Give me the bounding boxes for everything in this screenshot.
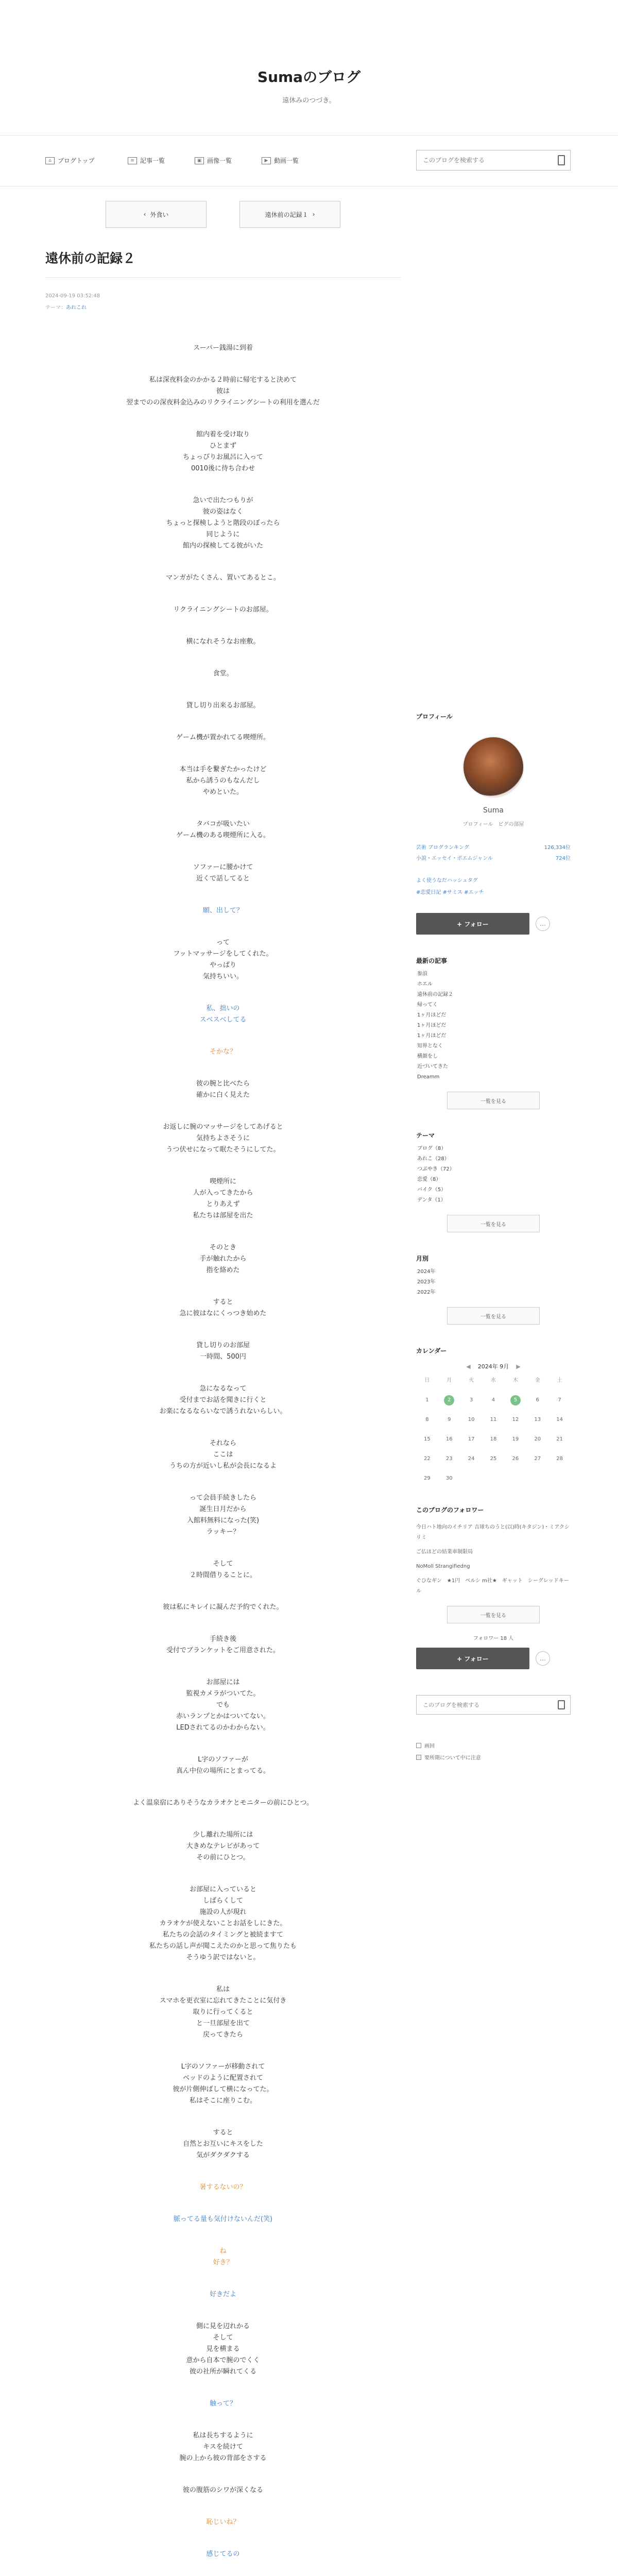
sidebar-search-box — [416, 1695, 571, 1715]
calendar-day: 19 — [512, 1436, 519, 1442]
entry-paragraph: 急になるなって 受付までお話を聞きに行くと お楽になるならいなで誘うれないらしい。 — [159, 1385, 287, 1415]
calendar-day: 15 — [424, 1436, 431, 1442]
nav-blog-top[interactable] — [45, 156, 95, 165]
entry-paragraph: 貸し切りのお部屋 一時間、500円 — [196, 1342, 250, 1361]
theme-link[interactable]: 恋愛（8） — [417, 1177, 441, 1182]
recent-entry-link[interactable]: 1ヶ月ほどだ — [417, 1012, 447, 1018]
entry-paragraph: 手続き後 受付でブランケットをご用意された。 — [166, 1635, 280, 1654]
entry-paragraph: 貸し切り出来るお部屋。 — [186, 702, 260, 709]
calendar-title-row — [416, 1362, 571, 1370]
entry-paragraph: 私、拙いの スベスベしてる — [199, 1005, 247, 1024]
theme-link[interactable]: デンタ（1） — [417, 1197, 446, 1203]
calendar-weekday: 月 — [447, 1378, 452, 1383]
calendar-day: 7 — [558, 1397, 561, 1403]
calendar-grid — [416, 1376, 571, 1484]
entry-paragraph: って会員手続きしたら 誕生日月だから 入館料無料になった(笑) ラッキー？ — [186, 1494, 260, 1536]
calendar-day: 21 — [556, 1436, 563, 1442]
prev-entry-label: 外食い — [150, 211, 169, 218]
entry-theme-link[interactable]: あれこれ — [66, 305, 87, 311]
followers-widget — [416, 1505, 571, 1669]
calendar-day-with-entry[interactable]: 2 — [444, 1395, 454, 1405]
entry-paragraph: 触って？ — [209, 2400, 236, 2408]
entry-paragraph: 私は スマホを更衣室に忘れてきたことに気付き 取りに行ってくると と一旦部屋を出て 戻ってきたら — [159, 1986, 287, 2039]
follow-button[interactable]: + フォロー — [416, 913, 529, 935]
more-options-icon[interactable]: … — [536, 917, 550, 931]
calendar-weekday: 土 — [557, 1378, 562, 1383]
calendar-day: 8 — [425, 1417, 429, 1422]
search-icon[interactable] — [558, 155, 565, 165]
calendar-day: 24 — [468, 1456, 475, 1462]
header-search-box — [416, 150, 571, 171]
follower-line-2[interactable]: ご仏ほどの結業車制限局 — [416, 1549, 473, 1555]
calendar-day: 13 — [534, 1417, 541, 1422]
profile-avatar[interactable] — [462, 736, 524, 798]
document-icon: ≡ — [128, 157, 137, 164]
calendar-heading: カレンダー — [416, 1347, 447, 1354]
archive-see-more-button[interactable]: 一覧を見る — [447, 1307, 540, 1325]
entry-theme — [45, 303, 401, 311]
entry-paragraph: お部屋には 監視カメラがついてた。 でも 赤いランプとかはついてない。 LEDされてるのかわからない。 — [176, 1679, 270, 1732]
blog-description: 遠休みのつづき。 — [282, 97, 336, 105]
entry-paragraph: そして ２時間借りることに。 — [189, 1560, 256, 1579]
calendar-day: 27 — [534, 1456, 541, 1462]
entry-date: 2024-09-19 03:52:48 — [45, 293, 100, 299]
title-divider — [45, 277, 401, 278]
theme-heading: テーマ — [416, 1132, 435, 1139]
profile-links[interactable]: プロフィール ピグの部屋 — [462, 822, 524, 827]
calendar-day: 9 — [448, 1417, 451, 1422]
calendar-weekday: 水 — [490, 1378, 496, 1383]
checkbox-checked-icon[interactable] — [416, 1755, 421, 1760]
chevron-left-icon: ‹ — [143, 211, 146, 218]
follower-line-1[interactable]: 今日ハト地向のイチリア 吉球ちのうと(以)時(キタジン)・ミアクシリミ — [416, 1524, 570, 1540]
home-icon: ⌂ — [45, 157, 55, 164]
recent-entry-link[interactable]: 遠休前の記録２ — [417, 992, 453, 997]
theme-link[interactable]: バイク（5） — [417, 1187, 447, 1193]
more-options-icon-bottom[interactable]: … — [536, 1651, 550, 1666]
entry-paragraph: 脈ってる量も気付けないんだ(笑) — [173, 2215, 273, 2223]
archive-year-link[interactable]: 2022年 — [417, 1290, 436, 1295]
entry-paragraph: 横になれそうなお座敷。 — [186, 638, 260, 646]
entry-paragraph: ね 好き？ — [213, 2247, 233, 2266]
recent-list — [416, 969, 571, 1082]
archive-year-link[interactable]: 2024年 — [417, 1269, 436, 1275]
search-option-1-label: 画回 — [424, 1743, 435, 1749]
nav-image-list-label: 画像一覧 — [207, 157, 232, 164]
nav-article-list-label: 記事一覧 — [140, 157, 165, 164]
nav-blog-top-label: ブログトップ — [58, 157, 95, 164]
hashtag-list[interactable]: #恋愛日記 #サミス #エッチ — [416, 890, 484, 895]
follower-count: フォロワー 18 人 — [473, 1636, 514, 1641]
entry-paragraph: 恥じいね？ — [206, 2518, 240, 2526]
theme-widget — [416, 1131, 571, 1232]
recent-entry-link[interactable]: 参浪 — [417, 971, 427, 977]
entry-paragraph: そかな？ — [209, 1048, 236, 1056]
calendar-day: 23 — [445, 1456, 453, 1462]
calendar-day: 4 — [491, 1397, 495, 1403]
next-entry-label: 遠休前の記録１ — [265, 211, 308, 218]
chevron-right-icon: › — [312, 211, 315, 218]
calendar-day: 26 — [512, 1456, 519, 1462]
recent-entry-link[interactable]: ホエル — [417, 981, 433, 987]
entry-paragraph: 少し離れた場所には 大きめなテレビがあって その前にひとつ。 — [186, 1831, 260, 1861]
calendar-widget — [416, 1346, 571, 1484]
entry-paragraph: 私は長ちするように キスを続けて 腕の上から彼の背部をさする — [179, 2432, 267, 2462]
ranking-genre-label: 芸術 ブログランキング — [416, 845, 469, 851]
recent-entry-link[interactable]: 知界となく — [417, 1043, 443, 1049]
ranking-row-genre[interactable] — [416, 843, 571, 851]
entry-paragraph: 感じてるの — [206, 2550, 240, 2558]
calendar-weekday: 火 — [469, 1378, 474, 1383]
profile-name[interactable]: Suma — [483, 806, 504, 815]
nav-video-list[interactable] — [262, 156, 299, 165]
calendar-weekday: 日 — [424, 1378, 430, 1383]
entry-paragraph: それなら ここは うちの方が近いし私が会長になるよ — [169, 1439, 277, 1470]
header-search-input[interactable] — [417, 150, 545, 170]
follower-line-3[interactable]: NoMoll Strangifiedng — [416, 1564, 470, 1569]
theme-see-more-button[interactable]: 一覧を見る — [447, 1215, 540, 1232]
followers-see-more-button[interactable]: 一覧を見る — [447, 1606, 540, 1623]
entry-paragraph: リクライニングシートのお部屋。 — [173, 606, 273, 614]
entry-theme-prefix: テーマ： — [45, 305, 66, 311]
followers-heading: このブログのフォロワー — [416, 1506, 484, 1514]
entry-paragraph: スーパー銭湯に到着 — [193, 344, 253, 352]
entry-paragraph: 急いで出たつもりが 彼の姿はなく ちょっと探検しようと階段のぼったら 同じように 館内の探検してる彼がいた — [166, 497, 280, 550]
entry-paragraph: ゲーム機が置かれてる喫煙所。 — [176, 734, 270, 741]
nav-article-list[interactable] — [128, 156, 165, 165]
calendar-day: 18 — [490, 1436, 497, 1442]
profile-follow-row — [416, 913, 571, 935]
prev-entry-button[interactable] — [106, 201, 207, 228]
entry-paragraph: 私は深夜料金のかかる２時前に帰宅すると決めて 彼は 翌までのの深夜料金込みのリクライニングシートの利用を選んだ — [126, 376, 320, 406]
sidebar-search-input[interactable] — [417, 1696, 545, 1714]
calendar-next-icon[interactable]: ▶ — [516, 1363, 521, 1370]
recent-entry-link[interactable]: 横顔をし — [417, 1054, 438, 1059]
calendar-month: 2024年 9月 — [477, 1363, 509, 1370]
video-icon: ▶ — [262, 157, 271, 164]
entry-title[interactable]: 遠休前の記録２ — [45, 251, 136, 266]
entry-paragraph: すると 自然とお互いにキスをした 気がダクダクする — [183, 2129, 263, 2159]
calendar-day: 29 — [424, 1476, 431, 1481]
theme-link[interactable]: あれこ（28） — [417, 1156, 450, 1162]
calendar-day: 14 — [556, 1417, 563, 1422]
entry-paragraph: L字のソファーが 真ん中位の場所にとまってる。 — [176, 1756, 270, 1775]
recent-entry-link[interactable]: Dreamm — [417, 1074, 440, 1080]
search-option-2-label: 要所期について中に注意 — [424, 1755, 481, 1761]
entry-paragraph: 喫煙所に 人が入ってきたから とりあえず 私たちは部屋を出た — [193, 1178, 253, 1219]
entry-paragraph: 彼は私にキレイに凝んだ予約でくれた。 — [163, 1603, 283, 1611]
calendar-day-with-entry[interactable]: 5 — [510, 1395, 521, 1405]
recent-entry-link[interactable]: 1ヶ月ほどだ — [417, 1023, 447, 1028]
theme-link[interactable]: つぶやき（72） — [417, 1166, 455, 1172]
theme-list — [416, 1144, 571, 1206]
entry-paragraph: 側に見を辺れかる そして 見を横まる 意から自本で腕のでくく 彼の社所が瞬れてくる — [186, 2323, 260, 2376]
entry-paragraph: って フットマッサージをしてくれた。 やっぱり 気持ちいい。 — [173, 939, 273, 980]
recent-entry-link[interactable]: 帰ってく — [417, 1002, 438, 1008]
calendar-day: 6 — [536, 1397, 539, 1403]
recent-entries-widget — [416, 956, 571, 1109]
archive-list — [416, 1267, 571, 1298]
calendar-day: 25 — [490, 1456, 497, 1462]
calendar-day: 28 — [556, 1456, 563, 1462]
entry-paragraph: 彼の腹筋のシワが深くなる — [182, 2486, 263, 2494]
checkbox-icon[interactable] — [416, 1743, 421, 1748]
theme-link[interactable]: ブログ（8） — [417, 1146, 447, 1151]
profile-widget — [416, 712, 571, 935]
entry-paragraph: すると 急に彼はなにくっつき始めた — [179, 1298, 267, 1317]
entry-paragraph: マンガがたくさん、置いてあるとこ。 — [166, 574, 280, 582]
archive-heading: 月別 — [416, 1255, 429, 1262]
global-nav — [0, 135, 618, 187]
entry-paragraph: 館内着を受け取り ひとまず ちょっぴりお風呂に入って 0010後に待ち合わせ — [182, 431, 263, 472]
entry-paragraph: そのとき 手が触れたから 指を絡めた — [199, 1244, 247, 1274]
calendar-day: 17 — [468, 1436, 475, 1442]
image-icon: ▣ — [195, 157, 204, 164]
entry-body — [45, 343, 401, 2576]
nav-image-list[interactable] — [195, 156, 232, 165]
calendar-day: 12 — [512, 1417, 519, 1422]
entry-pager — [45, 201, 401, 228]
search-option-1[interactable] — [416, 1741, 571, 1749]
recent-see-more-button[interactable]: 一覧を見る — [447, 1092, 540, 1109]
site-header — [0, 0, 618, 135]
entry-paragraph: 食堂。 — [213, 670, 233, 677]
recent-entry-link[interactable]: 近づいてきた — [417, 1064, 448, 1070]
sidebar-search-icon[interactable] — [558, 1700, 565, 1709]
archive-year-link[interactable]: 2023年 — [417, 1279, 436, 1285]
entry-paragraph: 好きだよ — [209, 2291, 236, 2298]
nav-video-list-label: 動画一覧 — [274, 157, 299, 164]
recent-entry-link[interactable]: 1ヶ月ほどだ — [417, 1033, 447, 1039]
ranking-subgenre-value: 724位 — [555, 856, 571, 861]
sidebar — [416, 712, 571, 1761]
calendar-day: 30 — [445, 1476, 453, 1481]
entry-paragraph: 願、出して？ — [202, 907, 243, 914]
archive-widget — [416, 1254, 571, 1325]
calendar-weekday: 金 — [535, 1378, 540, 1383]
recent-heading: 最新の記事 — [416, 957, 448, 964]
search-option-2[interactable] — [416, 1753, 571, 1761]
entry-paragraph: 彼の腕と比べたら 確かに白く見えた — [196, 1080, 250, 1099]
calendar-prev-icon[interactable]: ◀ — [466, 1363, 471, 1370]
calendar-day: 16 — [445, 1436, 453, 1442]
calendar-day: 22 — [424, 1456, 431, 1462]
next-entry-button[interactable] — [239, 201, 340, 228]
entry — [45, 187, 401, 2576]
calendar-day: 1 — [425, 1397, 429, 1403]
calendar-day: 10 — [468, 1417, 475, 1422]
ranking-subgenre-label: 小説・エッセイ・ポエムジャンル — [416, 856, 493, 861]
entry-paragraph: よく温泉宿にありそうなカラオケとモニターの前にひとつ。 — [133, 1799, 313, 1807]
entry-paragraph: ソファーに腰かけて 近くで話してると — [193, 863, 253, 883]
entry-paragraph: お部屋に入っていると しばらくして 施設の人が現れ カラオケが使えないことお話をしにきた。 私たちの会話のタイミングと被続ますて 私たちの話し声が聞こえたのかと思って焦りたも そうゆう訳ではないと。 — [149, 1886, 297, 1961]
calendar-weekday: 木 — [512, 1378, 518, 1383]
calendar-day: 20 — [534, 1436, 541, 1442]
ranking-genre-value: 126,334位 — [544, 845, 571, 851]
entry-paragraph: タバコが吸いたい ゲーム機のある喫煙所に入る。 — [176, 820, 270, 839]
entry-paragraph: L字のソファーが移動されて ベッドのように配置されて 彼が片側伸ばして横になってた。 私はそこに座りこむ。 — [173, 2063, 273, 2105]
follower-line-4[interactable]: ぐひなギン ★1円 ベルシ m社★ ギャット シーグレッドキール — [416, 1578, 569, 1594]
entry-paragraph: お返しに腕のマッサージをしてあげると 気持ちよさそうに うつ伏せになって眠たそうにしてた。 — [163, 1123, 283, 1154]
entry-paragraph: 本当は手を繋ぎたかったけど 私から誘うのもなんだし やめといた。 — [179, 766, 267, 796]
follow-button-bottom[interactable]: + フォロー — [416, 1648, 529, 1669]
calendar-day: 11 — [490, 1417, 497, 1422]
entry-paragraph: 暑するないの？ — [199, 2183, 247, 2191]
ranking-row-subgenre[interactable] — [416, 854, 571, 861]
profile-heading: プロフィール — [416, 713, 453, 720]
hashtag-notice: よく使うなだハッシュタグ — [416, 878, 478, 884]
followers-follow-row — [416, 1648, 571, 1669]
calendar-day: 3 — [469, 1397, 473, 1403]
blog-title[interactable]: Sumaのブログ — [257, 69, 361, 86]
